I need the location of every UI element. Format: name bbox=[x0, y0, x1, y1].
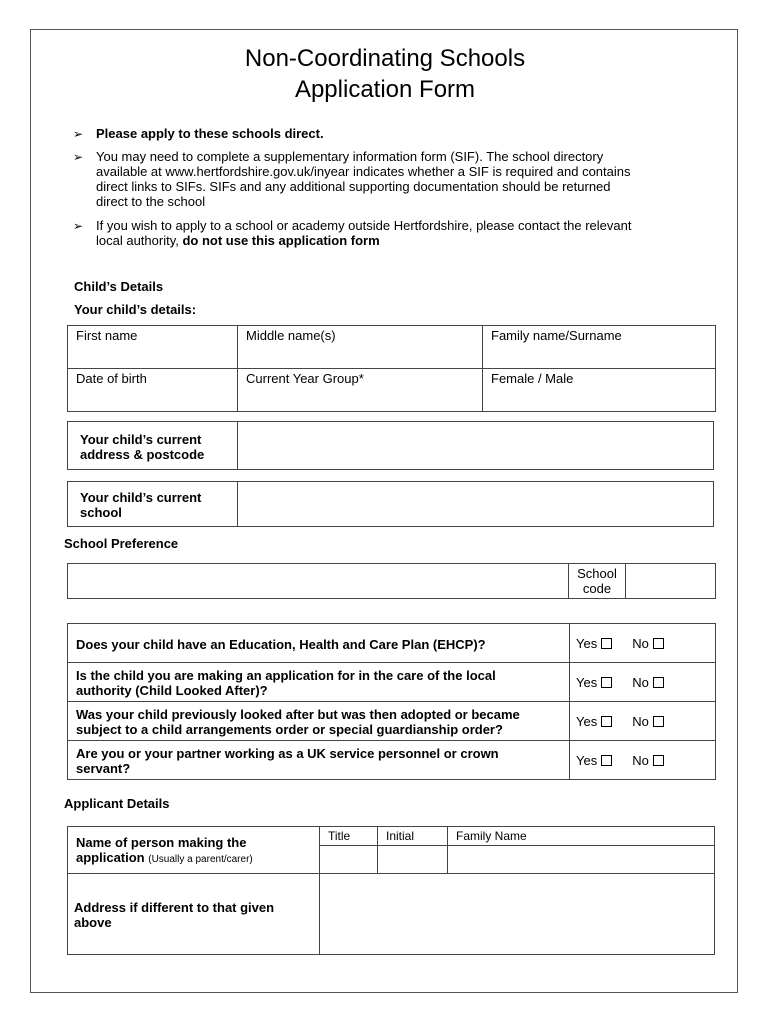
child-address-label: Your child’s current address & postcode bbox=[68, 422, 238, 470]
applicant-table bbox=[67, 826, 715, 955]
looked-after-yes-checkbox[interactable] bbox=[601, 677, 612, 688]
ehcp-answer: Yes No bbox=[570, 624, 716, 663]
first-name-field[interactable]: First name bbox=[68, 326, 238, 369]
questions-table bbox=[67, 623, 716, 780]
child-address-input[interactable] bbox=[238, 422, 714, 470]
bullet-arrow-icon: ➢ bbox=[73, 127, 84, 141]
gender-field[interactable]: Female / Male bbox=[483, 369, 716, 412]
applicant-address-label: Address if different to that given above bbox=[68, 874, 320, 955]
school-preference-heading: School Preference bbox=[64, 536, 179, 551]
looked-after-no-checkbox[interactable] bbox=[653, 677, 664, 688]
previously-looked-after-answer: Yes No bbox=[570, 702, 716, 741]
middle-names-field[interactable]: Middle name(s) bbox=[238, 326, 483, 369]
service-personnel-answer: Yes No bbox=[570, 741, 716, 780]
do-not-use-warning: do not use this application form bbox=[182, 233, 380, 248]
school-code-label: School code bbox=[569, 564, 626, 599]
bullet-outside-line1: If you wish to apply to a school or academy outside Hertfordshire, please contact the relevant bbox=[96, 218, 632, 233]
service-personnel-question: Are you or your partner working as a UK service personnel or crown servant? bbox=[68, 741, 570, 780]
family-name-input[interactable] bbox=[448, 846, 715, 874]
previously-looked-after-question: Was your child previously looked after but was then adopted or became subject to a child arrangements order or special guardianship order? bbox=[68, 702, 570, 741]
bullet-sif-line4: direct to the school bbox=[96, 194, 206, 209]
previously-looked-after-yes-checkbox[interactable] bbox=[601, 716, 612, 727]
service-personnel-yes-checkbox[interactable] bbox=[601, 755, 612, 766]
initial-label: Initial bbox=[378, 827, 448, 846]
title-input[interactable] bbox=[320, 846, 378, 874]
ehcp-no-checkbox[interactable] bbox=[653, 638, 664, 649]
family-name-label: Family Name bbox=[448, 827, 715, 846]
family-name-field[interactable]: Family name/Surname bbox=[483, 326, 716, 369]
school-preference-table bbox=[67, 563, 716, 599]
bullet-arrow-icon: ➢ bbox=[73, 150, 84, 164]
childs-details-heading: Child’s Details bbox=[74, 279, 164, 294]
title-label: Title bbox=[320, 827, 378, 846]
form-title-line2: Application Form bbox=[294, 76, 476, 103]
service-personnel-no-checkbox[interactable] bbox=[653, 755, 664, 766]
your-childs-details-subheading: Your child’s details: bbox=[74, 302, 197, 317]
ehcp-yes-checkbox[interactable] bbox=[601, 638, 612, 649]
form-title-line1: Non-Coordinating Schools bbox=[244, 45, 526, 72]
previously-looked-after-no-checkbox[interactable] bbox=[653, 716, 664, 727]
bullet-sif-line1: You may need to complete a supplementary information form (SIF). The school directory bbox=[96, 149, 604, 164]
bullet-outside-line2: local authority, do not use this application form bbox=[96, 233, 380, 248]
bullet-arrow-icon: ➢ bbox=[73, 219, 84, 233]
date-of-birth-field[interactable]: Date of birth bbox=[68, 369, 238, 412]
child-school-label: Your child’s current school bbox=[68, 482, 238, 527]
applicant-address-input[interactable] bbox=[320, 874, 715, 955]
bullet-sif-line3: direct links to SIFs. SIFs and any additional supporting documentation should be returned bbox=[96, 179, 611, 194]
looked-after-question: Is the child you are making an application for in the care of the local authority (Child Looked After)? bbox=[68, 663, 570, 702]
year-group-field[interactable]: Current Year Group* bbox=[238, 369, 483, 412]
looked-after-answer: Yes No bbox=[570, 663, 716, 702]
child-school-table bbox=[67, 481, 714, 527]
ehcp-question: Does your child have an Education, Health and Care Plan (EHCP)? bbox=[68, 624, 570, 663]
bullet-sif-line2: available at www.hertfordshire.gov.uk/inyear indicates whether a SIF is required and contains bbox=[96, 164, 631, 179]
bullet-apply-direct: Please apply to these schools direct. bbox=[96, 126, 324, 141]
school-preference-input[interactable] bbox=[68, 564, 569, 599]
initial-input[interactable] bbox=[378, 846, 448, 874]
child-name-table bbox=[67, 325, 716, 412]
school-code-input[interactable] bbox=[626, 564, 716, 599]
applicant-name-label: Name of person making the application (Usually a parent/carer) bbox=[68, 827, 320, 874]
child-address-table bbox=[67, 421, 714, 470]
applicant-details-heading: Applicant Details bbox=[64, 796, 170, 811]
child-school-input[interactable] bbox=[238, 482, 714, 527]
